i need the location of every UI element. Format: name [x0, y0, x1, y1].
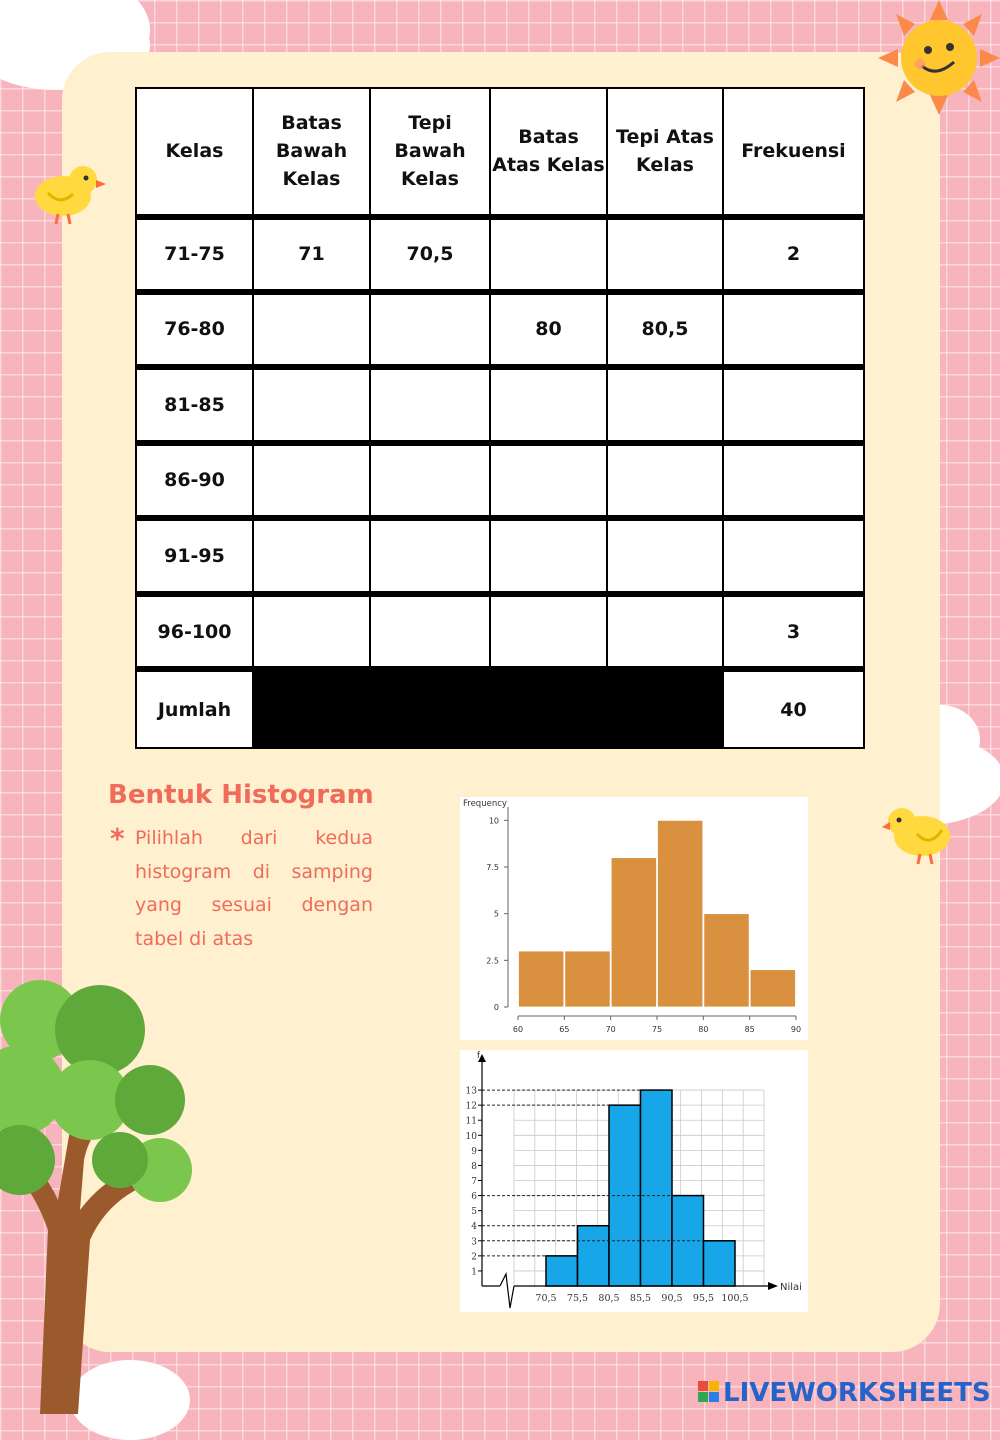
y-tick-label: 4 [471, 1222, 477, 1233]
histogram-chart-1 [460, 797, 808, 1040]
table-row [136, 594, 864, 670]
cell-batas-atas[interactable] [490, 594, 607, 670]
y-tick-label: 0 [493, 1003, 499, 1012]
bird-icon [28, 158, 108, 228]
logo-icon [698, 1381, 720, 1403]
frequency-table [135, 87, 865, 749]
cell-batas-atas[interactable] [490, 217, 607, 292]
header-kelas: Kelas [136, 88, 253, 217]
cell-batas-bawah[interactable] [253, 292, 370, 368]
y-tick-label: 3 [471, 1237, 477, 1248]
x-tick-label: 80 [698, 1025, 709, 1034]
cell-kelas: 96-100 [136, 594, 253, 670]
x-tick-label: 65 [559, 1025, 570, 1034]
cell-batas-atas[interactable] [490, 518, 607, 594]
tree-illustration [0, 980, 210, 1414]
y-tick-label: 10 [465, 1131, 477, 1142]
cell-batas-atas[interactable] [490, 443, 607, 519]
cell-tepi-bawah[interactable] [370, 443, 490, 519]
y-tick-label: 6 [471, 1192, 477, 1203]
cell-frekuensi[interactable]: 3 [723, 594, 864, 670]
cell-tepi-atas[interactable] [607, 367, 723, 443]
histogram-bar [750, 970, 795, 1007]
cell-tepi-atas[interactable] [607, 217, 723, 292]
x-tick-label: 75,5 [566, 1293, 589, 1304]
cell-batas-bawah[interactable] [253, 518, 370, 594]
total-label: Jumlah [136, 669, 253, 748]
x-tick-label: 90 [790, 1025, 802, 1034]
y-tick-label: 5 [493, 909, 499, 919]
histogram-option-1[interactable] [460, 797, 808, 1040]
y-tick-label: 2.5 [486, 956, 499, 966]
cell-frekuensi[interactable] [723, 518, 864, 594]
histogram-bar [704, 914, 749, 1007]
table-header-row [136, 88, 864, 217]
x-tick-label: 95,5 [692, 1293, 715, 1304]
cell-kelas: 86-90 [136, 443, 253, 519]
cell-frekuensi[interactable] [723, 292, 864, 368]
histogram-chart-2 [460, 1050, 808, 1312]
x-tick-label: 60 [512, 1025, 524, 1034]
cell-tepi-bawah[interactable]: 70,5 [370, 217, 490, 292]
histogram-bar [611, 858, 656, 1007]
cell-tepi-bawah[interactable] [370, 292, 490, 368]
histogram-section-title: Bentuk Histogram [108, 780, 374, 810]
x-tick-label: 85,5 [629, 1293, 652, 1304]
histogram-bar [565, 951, 610, 1007]
table-row [136, 367, 864, 443]
cell-tepi-bawah[interactable] [370, 594, 490, 670]
x-tick-label: 75 [651, 1025, 663, 1034]
x-tick-label: 70 [605, 1025, 616, 1034]
liveworksheets-logo[interactable] [698, 1378, 991, 1408]
y-tick-label: 8 [471, 1161, 477, 1172]
cell-kelas: 91-95 [136, 518, 253, 594]
table-row [136, 217, 864, 292]
histogram-instruction: Pilihlah dari kedua histogram di samping yang sesuai dengan tabel di atas [135, 827, 373, 950]
table-total-row [136, 669, 864, 748]
asterisk-icon: * [110, 822, 125, 855]
x-axis-label: Nilai [780, 1282, 802, 1293]
cell-frekuensi[interactable] [723, 367, 864, 443]
y-tick-label: 7 [471, 1177, 477, 1188]
cell-tepi-atas[interactable] [607, 594, 723, 670]
cell-tepi-atas[interactable] [607, 443, 723, 519]
y-tick-label: 13 [465, 1086, 477, 1097]
table-row [136, 292, 864, 368]
y-tick-label: 1 [471, 1267, 477, 1278]
histogram-bar [658, 820, 703, 1007]
header-batas-atas-kelas: Batas Atas Kelas [490, 88, 607, 217]
logo-text: LIVEWORKSHEETS [723, 1378, 991, 1408]
x-tick-label: 100,5 [721, 1293, 749, 1304]
cell-frekuensi[interactable]: 2 [723, 217, 864, 292]
header-tepi-bawah-kelas: Tepi Bawah Kelas [370, 88, 490, 217]
x-axis-arrow [768, 1282, 778, 1290]
total-value: 40 [723, 669, 864, 748]
cell-kelas: 71-75 [136, 217, 253, 292]
cell-frekuensi[interactable] [723, 443, 864, 519]
header-frekuensi: Frekuensi [723, 88, 864, 217]
y-tick-label: 2 [471, 1252, 477, 1263]
cell-batas-bawah[interactable] [253, 594, 370, 670]
x-tick-label: 85 [744, 1025, 755, 1034]
cell-tepi-bawah[interactable] [370, 518, 490, 594]
blackout-cell [253, 669, 723, 748]
histogram-bar [519, 951, 564, 1007]
cell-batas-atas[interactable] [490, 367, 607, 443]
table-row [136, 518, 864, 594]
table-row [136, 443, 864, 519]
cell-batas-bawah[interactable]: 71 [253, 217, 370, 292]
cell-batas-bawah[interactable] [253, 367, 370, 443]
cell-batas-bawah[interactable] [253, 443, 370, 519]
x-tick-label: 80,5 [598, 1293, 620, 1304]
histogram-option-2[interactable] [460, 1050, 808, 1312]
axis-break-mark [500, 1274, 514, 1308]
y-tick-label: 12 [465, 1101, 477, 1112]
x-tick-label: 70,5 [535, 1293, 557, 1304]
cell-tepi-atas[interactable] [607, 518, 723, 594]
y-axis-label: Frequency [463, 799, 507, 809]
cell-tepi-bawah[interactable] [370, 367, 490, 443]
y-tick-label: 10 [488, 816, 499, 826]
header-tepi-atas-kelas: Tepi Atas Kelas [607, 88, 723, 217]
cell-batas-atas[interactable]: 80 [490, 292, 607, 368]
histogram-bar [546, 1256, 578, 1286]
y-tick-label: 7.5 [486, 863, 499, 872]
cell-kelas: 81-85 [136, 367, 253, 443]
sun-icon [878, 0, 1000, 115]
header-batas-bawah-kelas: Batas Bawah Kelas [253, 88, 370, 217]
histogram-bar [641, 1090, 673, 1286]
x-tick-label: 90,5 [661, 1293, 683, 1304]
cell-tepi-atas[interactable]: 80,5 [607, 292, 723, 368]
y-tick-label: 5 [471, 1207, 477, 1218]
y-tick-label: 11 [465, 1116, 477, 1127]
cell-kelas: 76-80 [136, 292, 253, 368]
bird-icon-right [882, 800, 957, 870]
histogram-bar [578, 1226, 610, 1286]
histogram-bar [704, 1241, 736, 1286]
y-axis-label: f [476, 1051, 480, 1061]
y-tick-label: 9 [471, 1146, 477, 1157]
